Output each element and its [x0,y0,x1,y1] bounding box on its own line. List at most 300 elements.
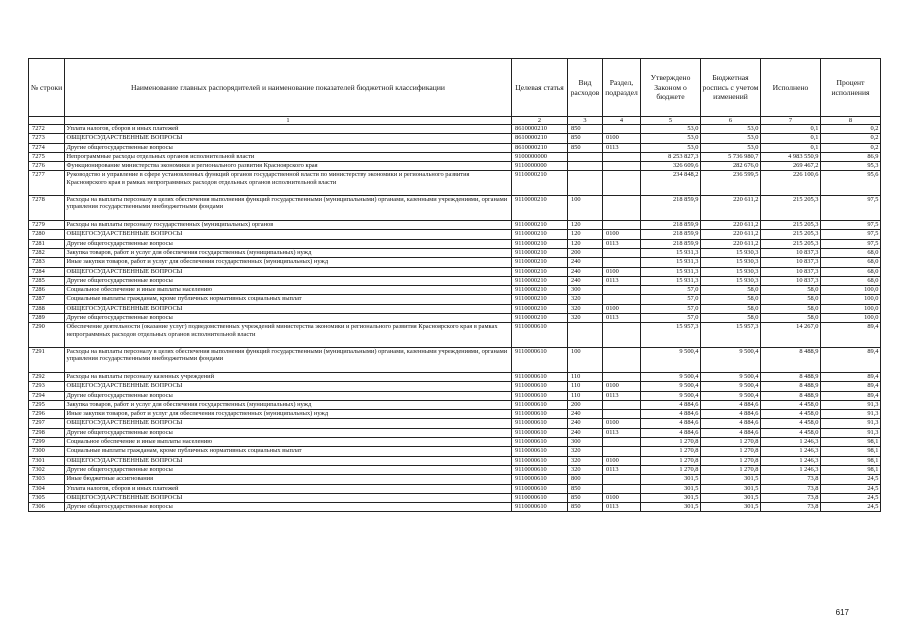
cell-name: Расходы на выплаты персоналу в целях обеспечения выполнения функций государственными (муниципальными) органами, казенными учреждениями, органами управления государственными внебюджетными фондами [65,196,512,221]
cell-target: 9110000000 [512,162,568,171]
cell-executed: 4 458,0 [761,419,821,428]
table-row [29,391,881,400]
cell-target: 9110000610 [512,456,568,465]
cell-approved: 15 931,3 [641,258,701,267]
cell-executed: 73,8 [761,493,821,502]
cell-row-no: 7273 [29,134,65,143]
cell-section [603,162,641,171]
cell-section [603,348,641,373]
cell-target: 9110000210 [512,286,568,295]
cell-name: Непрограммные расходы отдельных органов исполнительной власти [65,152,512,161]
table-row [29,258,881,267]
cell-schedule: 4 884,6 [701,419,761,428]
cell-executed: 215 205,3 [761,230,821,239]
cell-percent: 98,1 [821,465,881,474]
cell-row-no: 7296 [29,410,65,419]
cell-name: Другие общегосударственные вопросы [65,503,512,512]
table-row [29,372,881,381]
cell-percent: 100,0 [821,304,881,313]
cell-row-no: 7276 [29,162,65,171]
cell-schedule: 53,0 [701,134,761,143]
cell-row-no: 7302 [29,465,65,474]
cell-approved: 326 609,6 [641,162,701,171]
cell-name: Расходы на выплаты персоналу в целях обеспечения выполнения функций государственными (муниципальными) органами, казенными учреждениями, органами управления государственными внебюджетными фондами [65,348,512,373]
table-row [29,295,881,304]
cell-name: Другие общегосударственные вопросы [65,391,512,400]
cell-percent: 89,4 [821,382,881,391]
cell-row-no: 7274 [29,143,65,152]
cell-target: 9110000610 [512,484,568,493]
cell-approved: 1 270,8 [641,465,701,474]
table-row [29,323,881,348]
budget-table [28,58,881,512]
cell-executed: 14 267,0 [761,323,821,348]
cell-kind: 800 [568,475,603,484]
cell-target: 9110000610 [512,447,568,456]
cell-target: 9110000610 [512,323,568,348]
column-number: 2 [512,117,568,125]
page-number: 617 [835,608,849,617]
header-approved: Утверждено Законом о бюджете [641,59,701,117]
cell-approved: 57,0 [641,314,701,323]
cell-target: 9110000210 [512,276,568,285]
table-row [29,419,881,428]
cell-name: ОБЩЕГОСУДАРСТВЕННЫЕ ВОПРОСЫ [65,419,512,428]
cell-percent: 97,5 [821,230,881,239]
table-row [29,314,881,323]
cell-section [603,475,641,484]
cell-section [603,372,641,381]
column-number: 5 [641,117,701,125]
cell-section: 0113 [603,143,641,152]
cell-section [603,152,641,161]
cell-row-no: 7280 [29,230,65,239]
cell-name: Другие общегосударственные вопросы [65,465,512,474]
cell-name: Руководство и управление в сфере установленных функций органов государственной власти по министерству экономики и регионального развития Красноярского края в рамках непрограммных расходов отдельных органов исполнительной власти [65,171,512,196]
cell-schedule: 53,0 [701,143,761,152]
cell-percent: 98,1 [821,447,881,456]
cell-executed: 58,0 [761,286,821,295]
cell-schedule: 9 500,4 [701,372,761,381]
cell-schedule: 220 611,2 [701,196,761,221]
cell-kind: 240 [568,258,603,267]
header-row [29,59,881,117]
cell-executed: 1 246,3 [761,447,821,456]
cell-executed: 215 205,3 [761,221,821,230]
cell-section [603,323,641,348]
cell-row-no: 7285 [29,276,65,285]
cell-section: 0113 [603,276,641,285]
cell-kind: 240 [568,276,603,285]
cell-percent: 89,4 [821,372,881,381]
cell-kind: 850 [568,484,603,493]
cell-kind: 850 [568,143,603,152]
cell-executed: 10 837,3 [761,248,821,257]
cell-approved: 57,0 [641,295,701,304]
cell-row-no: 7283 [29,258,65,267]
cell-row-no: 7300 [29,447,65,456]
cell-row-no: 7282 [29,248,65,257]
cell-percent: 91,3 [821,419,881,428]
column-number-row [29,117,881,125]
cell-row-no: 7306 [29,503,65,512]
cell-executed: 215 205,3 [761,196,821,221]
cell-approved: 57,0 [641,304,701,313]
cell-row-no: 7295 [29,400,65,409]
cell-section: 0113 [603,391,641,400]
cell-percent: 98,1 [821,438,881,447]
cell-approved: 234 848,2 [641,171,701,196]
cell-name: Обеспечение деятельности (оказание услуг) подведомственных учреждений министерства экономики и регионального развития Красноярского края в рамках непрограммных расходов отдельных органов исполнительной власти [65,323,512,348]
cell-schedule: 1 270,8 [701,456,761,465]
cell-percent: 100,0 [821,314,881,323]
cell-percent: 24,5 [821,475,881,484]
cell-section [603,484,641,493]
cell-row-no: 7298 [29,428,65,437]
cell-percent: 91,3 [821,428,881,437]
cell-name: ОБЩЕГОСУДАРСТВЕННЫЕ ВОПРОСЫ [65,304,512,313]
cell-executed: 10 837,3 [761,276,821,285]
cell-schedule: 58,0 [701,304,761,313]
cell-schedule: 5 736 980,7 [701,152,761,161]
cell-kind: 200 [568,400,603,409]
table-row [29,447,881,456]
cell-name: Уплата налогов, сборов и иных платежей [65,484,512,493]
cell-row-no: 7288 [29,304,65,313]
cell-row-no: 7305 [29,493,65,502]
cell-name: ОБЩЕГОСУДАРСТВЕННЫЕ ВОПРОСЫ [65,382,512,391]
cell-schedule: 220 611,2 [701,239,761,248]
cell-percent: 100,0 [821,295,881,304]
cell-section [603,171,641,196]
cell-schedule: 301,5 [701,503,761,512]
cell-row-no: 7289 [29,314,65,323]
cell-section [603,221,641,230]
cell-schedule: 282 676,0 [701,162,761,171]
table-row [29,248,881,257]
cell-kind: 120 [568,239,603,248]
cell-kind: 110 [568,372,603,381]
column-number: 8 [821,117,881,125]
cell-target: 9110000210 [512,295,568,304]
cell-executed: 0,1 [761,143,821,152]
cell-approved: 218 859,9 [641,196,701,221]
cell-name: Другие общегосударственные вопросы [65,314,512,323]
cell-name: ОБЩЕГОСУДАРСТВЕННЫЕ ВОПРОСЫ [65,493,512,502]
cell-percent: 97,5 [821,221,881,230]
cell-schedule: 301,5 [701,475,761,484]
header-target: Целевая статья [512,59,568,117]
cell-target: 8610000210 [512,143,568,152]
cell-approved: 15 957,3 [641,323,701,348]
cell-target: 9110000610 [512,428,568,437]
cell-target: 8610000210 [512,125,568,134]
cell-percent: 97,5 [821,196,881,221]
cell-section [603,248,641,257]
cell-row-no: 7287 [29,295,65,304]
cell-kind: 320 [568,295,603,304]
cell-executed: 8 488,9 [761,382,821,391]
table-row [29,456,881,465]
table-row [29,230,881,239]
cell-kind: 300 [568,438,603,447]
cell-executed: 58,0 [761,304,821,313]
cell-name: Социальное обеспечение и иные выплаты населению [65,438,512,447]
table-row [29,400,881,409]
column-number: 7 [761,117,821,125]
cell-target: 9110000610 [512,372,568,381]
cell-name: Другие общегосударственные вопросы [65,143,512,152]
cell-kind: 320 [568,304,603,313]
cell-name: Расходы на выплаты персоналу государственных (муниципальных) органов [65,221,512,230]
cell-approved: 15 931,3 [641,267,701,276]
table-row [29,382,881,391]
table-row [29,196,881,221]
cell-approved: 53,0 [641,125,701,134]
cell-target: 9110000210 [512,239,568,248]
cell-percent: 68,0 [821,276,881,285]
cell-percent: 95,6 [821,171,881,196]
cell-percent: 68,0 [821,248,881,257]
cell-approved: 301,5 [641,484,701,493]
cell-name: Иные закупки товаров, работ и услуг для обеспечения государственных (муниципальных) нужд [65,410,512,419]
table-row [29,475,881,484]
cell-target: 9110000610 [512,400,568,409]
cell-approved: 53,0 [641,143,701,152]
cell-executed: 8 488,9 [761,348,821,373]
cell-section: 0113 [603,428,641,437]
cell-schedule: 15 930,3 [701,267,761,276]
table-row [29,438,881,447]
cell-executed: 58,0 [761,295,821,304]
cell-target: 9110000610 [512,391,568,400]
cell-target: 9110000210 [512,221,568,230]
cell-kind: 320 [568,456,603,465]
cell-percent: 68,0 [821,258,881,267]
cell-executed: 10 837,3 [761,267,821,276]
cell-row-no: 7290 [29,323,65,348]
cell-approved: 218 859,9 [641,239,701,248]
cell-schedule: 15 957,3 [701,323,761,348]
cell-percent: 95,3 [821,162,881,171]
cell-section [603,286,641,295]
cell-target: 9110000210 [512,267,568,276]
cell-name: Другие общегосударственные вопросы [65,276,512,285]
cell-target: 9110000210 [512,248,568,257]
cell-name: Расходы на выплаты персоналу казенных учреждений [65,372,512,381]
column-number: 6 [701,117,761,125]
cell-kind: 320 [568,447,603,456]
cell-executed: 0,1 [761,134,821,143]
cell-schedule: 58,0 [701,286,761,295]
cell-target: 9110000210 [512,314,568,323]
cell-percent: 24,5 [821,503,881,512]
table-row [29,267,881,276]
cell-approved: 57,0 [641,286,701,295]
cell-schedule: 4 884,6 [701,410,761,419]
cell-kind: 100 [568,196,603,221]
cell-kind: 100 [568,348,603,373]
cell-name: Другие общегосударственные вопросы [65,428,512,437]
cell-section: 0100 [603,493,641,502]
cell-kind [568,171,603,196]
cell-row-no: 7281 [29,239,65,248]
cell-row-no: 7301 [29,456,65,465]
cell-section [603,258,641,267]
cell-target: 9110000210 [512,230,568,239]
cell-schedule: 15 930,3 [701,276,761,285]
cell-kind: 110 [568,382,603,391]
cell-kind: 240 [568,410,603,419]
cell-kind [568,323,603,348]
cell-executed: 10 837,3 [761,258,821,267]
cell-approved: 9 500,4 [641,391,701,400]
header-percent: Процент исполнения [821,59,881,117]
table-row [29,465,881,474]
cell-schedule: 236 599,5 [701,171,761,196]
cell-section [603,438,641,447]
column-number: 3 [568,117,603,125]
cell-target: 9110000610 [512,438,568,447]
cell-percent: 0,2 [821,143,881,152]
header-kind: Вид расходов [568,59,603,117]
cell-kind: 240 [568,419,603,428]
cell-row-no: 7279 [29,221,65,230]
cell-approved: 15 931,3 [641,276,701,285]
cell-schedule: 1 270,8 [701,438,761,447]
cell-executed: 8 488,9 [761,391,821,400]
cell-approved: 9 500,4 [641,372,701,381]
cell-kind: 110 [568,391,603,400]
cell-section: 0100 [603,304,641,313]
cell-kind: 850 [568,503,603,512]
cell-kind: 320 [568,314,603,323]
cell-executed: 4 458,0 [761,428,821,437]
cell-approved: 301,5 [641,503,701,512]
table-row [29,276,881,285]
cell-name: Социальное обеспечение и иные выплаты населению [65,286,512,295]
table-row [29,493,881,502]
table-row [29,484,881,493]
column-number: 1 [65,117,512,125]
cell-section [603,125,641,134]
cell-name: Закупка товаров, работ и услуг для обеспечения государственных (муниципальных) нужд [65,400,512,409]
header-schedule: Бюджетная роспись с учетом изменений [701,59,761,117]
cell-row-no: 7278 [29,196,65,221]
table-row [29,125,881,134]
cell-percent: 68,0 [821,267,881,276]
cell-target: 9110000210 [512,171,568,196]
cell-approved: 15 931,3 [641,248,701,257]
cell-executed: 4 458,0 [761,410,821,419]
cell-kind: 850 [568,134,603,143]
cell-schedule: 301,5 [701,484,761,493]
table-row [29,410,881,419]
cell-approved: 218 859,9 [641,221,701,230]
cell-executed: 215 205,3 [761,239,821,248]
cell-schedule: 220 611,2 [701,230,761,239]
table-row [29,221,881,230]
cell-section: 0100 [603,382,641,391]
cell-name: ОБЩЕГОСУДАРСТВЕННЫЕ ВОПРОСЫ [65,134,512,143]
cell-approved: 8 253 827,3 [641,152,701,161]
cell-schedule: 4 884,6 [701,400,761,409]
cell-name: Функционирование министерства экономики и регионального развития Красноярского края [65,162,512,171]
cell-schedule: 4 884,6 [701,428,761,437]
cell-kind: 200 [568,248,603,257]
cell-name: Социальные выплаты гражданам, кроме публичных нормативных социальных выплат [65,295,512,304]
cell-percent: 24,5 [821,493,881,502]
cell-schedule: 15 930,3 [701,248,761,257]
cell-row-no: 7293 [29,382,65,391]
cell-schedule: 58,0 [701,295,761,304]
cell-kind: 240 [568,267,603,276]
cell-percent: 98,1 [821,456,881,465]
cell-target: 9110000610 [512,493,568,502]
cell-section [603,400,641,409]
cell-section: 0113 [603,503,641,512]
cell-executed: 1 246,3 [761,456,821,465]
header-executed: Исполнено [761,59,821,117]
cell-schedule: 1 270,8 [701,447,761,456]
cell-executed: 226 100,6 [761,171,821,196]
table-row [29,171,881,196]
cell-executed: 269 467,2 [761,162,821,171]
cell-approved: 1 270,8 [641,456,701,465]
cell-target: 9110000210 [512,196,568,221]
cell-kind: 320 [568,465,603,474]
cell-target: 9100000000 [512,152,568,161]
column-number: 4 [603,117,641,125]
table-row [29,286,881,295]
table-row [29,503,881,512]
cell-approved: 4 884,6 [641,400,701,409]
cell-row-no: 7297 [29,419,65,428]
cell-approved: 9 500,4 [641,382,701,391]
cell-kind: 850 [568,125,603,134]
cell-name: Социальные выплаты гражданам, кроме публичных нормативных социальных выплат [65,447,512,456]
table-row [29,348,881,373]
cell-kind: 300 [568,286,603,295]
cell-section: 0100 [603,456,641,465]
cell-name: Закупка товаров, работ и услуг для обеспечения государственных (муниципальных) нужд [65,248,512,257]
cell-executed: 4 983 550,9 [761,152,821,161]
cell-section: 0113 [603,239,641,248]
cell-approved: 1 270,8 [641,438,701,447]
cell-percent: 86,9 [821,152,881,161]
cell-percent: 89,4 [821,391,881,400]
cell-section [603,295,641,304]
cell-section: 0100 [603,267,641,276]
cell-target: 9110000610 [512,410,568,419]
table-body [29,125,881,512]
cell-executed: 73,8 [761,503,821,512]
header-section: Раздел, подраздел [603,59,641,117]
cell-target: 9110000610 [512,348,568,373]
cell-approved: 301,5 [641,475,701,484]
cell-schedule: 9 500,4 [701,348,761,373]
cell-section: 0100 [603,134,641,143]
cell-name: ОБЩЕГОСУДАРСТВЕННЫЕ ВОПРОСЫ [65,456,512,465]
cell-approved: 53,0 [641,134,701,143]
cell-approved: 4 884,6 [641,419,701,428]
cell-row-no: 7303 [29,475,65,484]
cell-approved: 4 884,6 [641,410,701,419]
cell-target: 9110000610 [512,475,568,484]
cell-percent: 100,0 [821,286,881,295]
cell-kind [568,152,603,161]
cell-percent: 91,3 [821,410,881,419]
